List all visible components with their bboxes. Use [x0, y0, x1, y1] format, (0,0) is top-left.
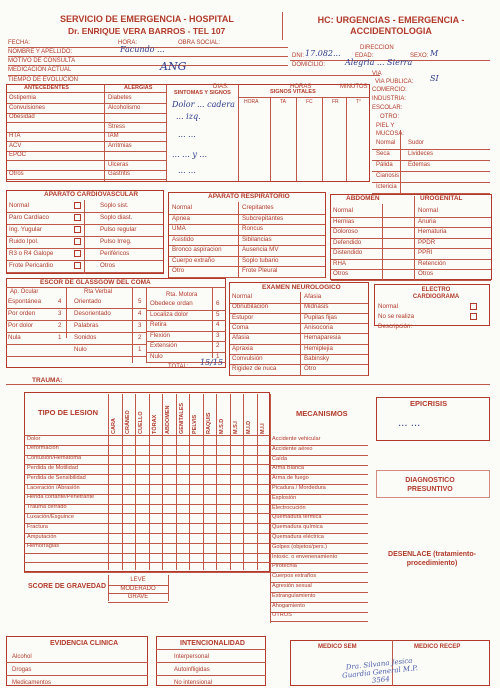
cardio-title: APARATO CARDIOVASCULAR	[44, 191, 139, 198]
piel-item: Sudor	[408, 140, 425, 146]
region-header: CARA	[111, 418, 117, 434]
cardio-item: Otros	[100, 262, 116, 269]
piel-item: Livideces	[408, 151, 434, 157]
rule-line	[372, 171, 490, 172]
glasgow-verbal-item: Desorientado	[74, 310, 111, 317]
sv-col-fr: FR	[332, 99, 339, 105]
lesion-item: Fractura	[27, 523, 48, 530]
glasgow-verbal-score: 4	[138, 310, 142, 317]
lesion-item: Contusión/Hematoma	[27, 455, 82, 462]
glasgow-motora-score: 4	[216, 321, 220, 328]
alergia-item: Ulceras	[108, 161, 129, 168]
alergia-item: Stress	[108, 123, 126, 130]
epicrisis-value: ... ...	[398, 418, 421, 429]
mecanismo-item: Pirotecnia	[272, 563, 297, 570]
region-header: CUELLO	[138, 411, 144, 434]
glasgow-verbal-score: 1	[138, 346, 142, 353]
neuro-item: Coma	[232, 323, 249, 331]
cardio-item: Normal	[9, 202, 29, 209]
sintomas-text-4: ... ... y ...	[172, 150, 208, 159]
region-header: M.I.I	[259, 423, 266, 434]
antecedente-item: Otros	[9, 171, 24, 177]
glasgow-verbal-item: Palabras	[74, 322, 99, 329]
rule-line	[230, 333, 368, 334]
neuro-item: Pupilas fijas	[304, 313, 338, 321]
abdomen-item: Normal	[333, 207, 353, 214]
cardio-checkbox[interactable]	[74, 214, 81, 221]
mecanismo-item: Quemadura térmica	[272, 514, 322, 521]
rule-line	[24, 572, 270, 573]
rule-line	[7, 122, 166, 123]
glasgow-verbal-item: Sonidos	[74, 334, 97, 341]
glasgow-motora-item: Retira	[150, 321, 167, 328]
glasgow-ocular-score: 3	[58, 310, 62, 317]
piel-item: Edemas	[408, 162, 431, 168]
domicilio-value: Alegria ... Sierra	[345, 58, 413, 67]
glasgow-head-verbal: Rta Verbal	[84, 289, 113, 295]
sintomas-text-5: ... ...	[178, 166, 196, 175]
region-header: PELVIS	[192, 414, 198, 434]
urogenital-item: Hematuria	[418, 228, 447, 235]
glasgow-head-motora: Rta. Motora	[166, 292, 198, 298]
neuro-item: Midriasis	[304, 303, 329, 311]
respiratorio-item: Apnea	[172, 214, 190, 222]
urogenital-item: Anuria	[418, 217, 436, 225]
medico-recep-label: MEDICO RECEP	[414, 644, 461, 650]
alergia-item: IAM	[108, 133, 119, 139]
rule-line	[270, 621, 368, 622]
rule-line	[372, 160, 490, 161]
sintomas-text-3: ... ...	[178, 130, 196, 139]
horas-label: HORAS	[290, 84, 312, 90]
escolar-label: ESCOLAR:	[372, 105, 403, 111]
abdomen-item: RHA	[333, 259, 347, 267]
alergia-item: Arritmias	[108, 142, 132, 149]
sv-col-ta: TA	[280, 99, 287, 105]
rule-line	[372, 149, 490, 150]
mecanismo-item: Ahogamiento	[272, 602, 305, 609]
piel-item: Cianosis	[376, 173, 400, 179]
glasgow-head-ocular: Ap. Ocular	[10, 289, 39, 295]
urogenital-item: Normal	[418, 207, 438, 214]
ecg-title: ELECTRO CARDIOGRAMA	[412, 287, 460, 300]
sexo-value: M	[430, 49, 439, 58]
neuro-item: Afasia	[232, 334, 250, 342]
rule-line	[7, 151, 166, 152]
respiratorio-item: Soplo tubario	[242, 256, 279, 264]
urogenital-title: UROGENITAL	[420, 195, 463, 202]
minutos-label: MINUTOS	[340, 84, 368, 90]
glasgow-motora-item: Nulo	[150, 352, 163, 360]
cardio-item: Soplo diast.	[100, 214, 133, 221]
abdomen-item: Hernias	[333, 217, 355, 225]
region-header: RAQUIS	[205, 412, 212, 434]
respiratorio-item: Subcrepitantes	[242, 214, 284, 222]
lesion-item: Luxación/Esguince	[27, 513, 74, 520]
rule-line	[331, 217, 491, 218]
comercio-label: COMERCIO:	[372, 87, 407, 93]
rule-line	[230, 323, 368, 324]
alergia-item: Diabetes	[108, 95, 132, 101]
rule-line	[7, 179, 166, 180]
rule-line	[6, 320, 146, 321]
glasgow-ocular-score: 1	[58, 334, 62, 341]
rule-line	[331, 269, 491, 270]
motivo-label: MOTIVO DE CONSULTA	[8, 58, 76, 64]
rule-line	[7, 160, 166, 161]
respiratorio-item: Bronco aspiracion	[172, 246, 222, 253]
rule-vline	[212, 288, 213, 358]
antecedente-item: Ostipemia	[9, 95, 37, 101]
sv-col-hora: HORA	[244, 99, 259, 105]
tiempo-label: TIEMPO DE EVOLUCION	[8, 77, 79, 83]
lesion-item: Dolor	[27, 435, 41, 442]
epicrisis-title: EPICRISIS	[410, 399, 448, 408]
glasgow-motora-item: Localiza dolor	[150, 310, 189, 318]
rule-line	[7, 132, 166, 133]
glasgow-ocular-item: Espontánea	[8, 298, 42, 305]
neuro-item: Apraxia	[232, 344, 253, 352]
respiratorio-item: Frote Pleural	[242, 267, 278, 274]
mecanismos-title: MECANISMOS	[296, 409, 348, 418]
evidencia-title: EVIDENCIA CLINICA	[50, 640, 119, 647]
medicacion-label: MEDICACION ACTUAL	[8, 67, 72, 73]
glasgow-motora-score: 2	[216, 342, 220, 349]
region-header: TÓRAX	[151, 414, 158, 434]
respiratorio-item: Roncus	[242, 225, 263, 232]
trauma-label: TRAUMA:	[32, 377, 63, 384]
neuro-item: Rigidez de nuca	[232, 365, 277, 373]
glasgow-motora-score: 5	[216, 310, 220, 318]
alergia-item: Gastritis	[108, 171, 131, 177]
gravedad-level: GRAVE	[127, 594, 149, 600]
cardio-item: Pulso regular	[100, 226, 137, 233]
neuro-item: Anisocoria	[304, 323, 333, 331]
glasgow-ocular-item: Por dolor	[8, 322, 34, 329]
dias-label: DIAS:	[213, 84, 229, 90]
respiratorio-item: Cuerpo extraño	[172, 256, 215, 264]
rule-line	[24, 445, 270, 446]
rule-vline	[270, 435, 271, 623]
intencionalidad-no-intensional: No intensional	[174, 680, 213, 686]
rule-vline	[168, 575, 169, 601]
region-header: M.S.D	[219, 418, 225, 434]
respiratorio-item: Crepitantes	[242, 204, 274, 211]
neuro-item: Normal	[232, 293, 252, 300]
lesion-item: Perdida de Sensibilidad	[27, 474, 86, 481]
rule-line	[24, 553, 270, 554]
rule-line	[108, 602, 168, 603]
intencionalidad-interpersonal: Interpersonal	[174, 654, 210, 660]
neuro-item: Hemaparesia	[304, 334, 341, 342]
antecedente-item: Obesidad	[9, 114, 35, 120]
region-header: GENITALES	[178, 402, 185, 434]
rule-line	[6, 332, 146, 333]
glasgow-motora-item: Extensión	[150, 342, 178, 349]
sv-col-fc: FC	[306, 99, 313, 105]
neuro-item: Convulsión	[232, 354, 263, 362]
glasgow-motora-score: 1	[216, 352, 220, 360]
respiratorio-item: Sibilancias	[242, 235, 272, 243]
hospital-title: SERVICIO DE EMERGENCIA - HOSPITAL	[60, 14, 234, 24]
cardio-item: Paro Cardíaco	[9, 214, 49, 221]
lesion-item: Amputación	[27, 533, 57, 540]
rule-line	[6, 308, 146, 309]
rule-line	[7, 272, 163, 273]
glasgow-verbal-score: 3	[138, 322, 142, 329]
lesion-item: Herida cortante/Penetrante	[27, 494, 95, 501]
sintomas-text-1: Dolor ... cadera	[172, 100, 235, 109]
rule-line	[24, 543, 270, 544]
industria-label: INDUSTRIA:	[372, 96, 407, 102]
lesion-item: Laceración /Abrasión	[27, 484, 80, 491]
evidencia-medicamentos: Medicamentos	[12, 680, 52, 686]
rule-line	[6, 344, 146, 345]
mecanismo-item: Golpes (objetos/pers.)	[272, 543, 328, 550]
rule-line	[331, 280, 491, 281]
otro-label: OTRO:	[380, 114, 399, 120]
cardio-item: Frote Pericardio	[9, 262, 54, 269]
cardio-item: Ruido Ipol.	[9, 238, 39, 245]
respiratorio-item: Ausencia MV	[242, 246, 279, 253]
dni-label: DNI:	[292, 53, 304, 59]
neuro-item: Hemiplejia	[304, 344, 333, 352]
obra-social-label: OBRA SOCIAL:	[178, 40, 221, 46]
ecg-item: No se realiza	[378, 313, 415, 320]
rule-line	[372, 182, 490, 183]
cardio-item: Ing. Yugular	[9, 226, 42, 233]
rule-line	[7, 212, 163, 213]
glasgow-ocular-item: Nula	[8, 334, 21, 341]
lesion-item: Deformación	[27, 445, 59, 452]
ecg-checkbox[interactable]	[470, 303, 477, 310]
mecanismo-item: Caída	[272, 455, 287, 462]
diagnostico-title: DIAGNOSTICO PRESUNTIVO	[405, 477, 455, 493]
glasgow-title: ESCOR DE GLASSGOW DEL COMA	[40, 279, 151, 286]
doctor-stamp: Dra. Silvana Jesica Guardia General M.P. 3564	[341, 656, 419, 685]
piel-label: PIEL Y MUCOSA:	[376, 123, 405, 137]
cardio-checkbox[interactable]	[74, 262, 81, 269]
urogenital-item: Otros	[418, 270, 434, 277]
rule-line	[7, 236, 163, 237]
edad-label: EDAD:	[355, 53, 374, 59]
nombre-value: Facundo ...	[120, 45, 165, 54]
abdomen-item: Otros	[333, 270, 349, 277]
direccion-label: DIRECCION	[360, 45, 394, 51]
via-publica-label: VIA PUBLICA:	[375, 79, 414, 85]
mecanismo-item: Estrangulamiento	[272, 592, 316, 599]
mecanismo-item: Electrocución	[272, 504, 306, 511]
signos-vitales-title: SIGNOS VITALES	[270, 89, 316, 95]
rule-line	[7, 141, 166, 142]
glasgow-ocular-score: 4	[58, 298, 62, 305]
rule-vline	[400, 130, 401, 194]
domicilio-label: DOMICILIO:	[292, 62, 326, 68]
alergias-header: ALERGIAS	[124, 85, 153, 91]
medico-sem-label: MEDICO SEM	[318, 644, 357, 650]
antecedente-item: EPOC	[9, 152, 27, 158]
respiratorio-item: Normal	[172, 204, 192, 211]
lesion-title: TIPO DE LESION	[38, 408, 99, 417]
mecanismo-item: Quemadura eléctrica	[272, 534, 324, 540]
mecanismo-item: Intoxic. o envenenamiento	[272, 553, 338, 560]
glasgow-ocular-item: Por orden	[8, 310, 36, 317]
antecedente-item: HTA	[9, 133, 21, 139]
glasgow-ocular-score: 2	[58, 322, 62, 329]
mecanismo-item: Cuerpos extraños	[272, 573, 317, 580]
rule-vline	[66, 288, 67, 338]
rule-line	[7, 170, 166, 171]
piel-item: Seca	[376, 151, 390, 157]
glasgow-motora-score: 6	[216, 300, 220, 307]
abdomen-item: Doloroso	[333, 228, 358, 235]
rule-line	[24, 533, 270, 534]
neuro-item: Otro	[304, 365, 317, 373]
intencionalidad-autoinfligidas: Autoinfligidas	[174, 667, 210, 673]
mecanismo-item: Picadura / Mordedura	[272, 485, 326, 491]
urogenital-item: PPDR	[418, 238, 436, 246]
cardio-checkbox[interactable]	[74, 202, 81, 209]
via-publica-value: SI	[430, 74, 439, 83]
gravedad-level: MODERADO	[120, 585, 156, 592]
rule-line	[7, 224, 163, 225]
diagnostico-box	[376, 470, 490, 498]
ecg-item: Normal	[378, 303, 398, 310]
mecanismo-item: OTROS	[272, 612, 292, 619]
via-label: VIA	[372, 71, 382, 77]
desenlace-title: DESENLACE (tratamiento-procedimiento)	[388, 551, 476, 567]
mecanismo-item: Accidente aéreo	[272, 445, 313, 452]
rule-line	[24, 435, 270, 436]
region-header: M.S.I	[232, 421, 239, 434]
neuro-item: Babinsky	[304, 354, 330, 362]
respiratorio-item: Otro	[172, 267, 185, 274]
antecedentes-header: ANTECEDENTES	[24, 85, 69, 91]
ecg-item: Descripción:	[378, 323, 413, 330]
lesion-item: Hemorragias	[27, 543, 60, 550]
cardio-item: Periféricos	[100, 250, 130, 257]
glasgow-motora-item: Flexión	[150, 331, 170, 339]
lesion-item: Trauma cerrado	[27, 504, 67, 511]
rule-line	[24, 562, 270, 563]
hospital-subtitle: Dr. ENRIQUE VERA BARROS - TEL 107	[68, 26, 226, 36]
antecedente-item: Convulsiones	[9, 104, 46, 111]
mecanismo-item: Arma de fuego	[272, 475, 309, 482]
sv-col-t: T°	[356, 99, 362, 105]
glasgow-motora-score: 3	[216, 331, 220, 339]
respiratorio-item: UMA	[172, 225, 186, 232]
cardio-item: R3 o R4 Galope	[9, 250, 54, 257]
mecanismo-item: Agresión sexual	[272, 583, 312, 589]
rule-line	[6, 356, 146, 357]
piel-item: Ictericia	[376, 184, 397, 190]
rule-line	[7, 248, 163, 249]
glasgow-total-label: TOTAL:	[168, 364, 189, 370]
form-title: HC: URGENCIAS - EMERGENCIA - ACCIDENTOLOGIA	[317, 15, 465, 36]
hora-label: HORA:	[118, 40, 138, 46]
neuro-item: Afasia	[304, 293, 322, 300]
region-header: CRÁNEO	[124, 410, 131, 434]
intencionalidad-title: INTENCIONALIDAD	[180, 640, 245, 647]
rule-line	[230, 375, 368, 376]
gravedad-level: LEVE	[130, 577, 146, 583]
nombre-label: NOMBRE Y APELLIDO:	[8, 49, 73, 55]
glasgow-verbal-item: Nulo	[74, 346, 87, 353]
abdomen-item: Distendido	[333, 249, 363, 256]
mecanismo-item: Arma Blanca	[272, 465, 305, 472]
region-header: ABDOMEN	[165, 405, 171, 434]
evidencia-drogas: Drogas	[12, 667, 32, 673]
cardio-checkbox[interactable]	[74, 226, 81, 233]
sintomas-text-2: ... izq.	[176, 112, 201, 121]
antecedente-item: ACV	[9, 142, 22, 149]
sexo-label: SEXO:	[410, 53, 429, 59]
glasgow-verbal-item: Orientado	[74, 298, 102, 305]
piel-item: Normal	[376, 140, 396, 146]
cardio-checkbox[interactable]	[74, 250, 81, 257]
glasgow-total-value: 15/15	[200, 358, 224, 367]
mecanismo-item: Accidente vehicular	[272, 436, 321, 442]
respiratorio-title: APARATO RESPIRATORIO	[208, 193, 290, 200]
cardio-checkbox[interactable]	[74, 238, 81, 245]
neuro-title: EXAMEN NEUROLOGICO	[262, 284, 341, 291]
neuro-item: Estupor	[232, 313, 254, 321]
urogenital-item: Retención	[418, 259, 446, 267]
glasgow-verbal-score: 2	[138, 334, 142, 341]
gravedad-label: SCORE DE GRAVEDAD	[28, 583, 107, 590]
piel-item: Pálida	[376, 162, 393, 168]
cardio-item: Pulso Irreg.	[100, 238, 132, 245]
region-header: M.I.D	[246, 420, 252, 434]
alergia-item: Alcoholismo	[108, 104, 141, 111]
abdomen-item: Defendido	[333, 238, 362, 246]
rule-line	[7, 260, 163, 261]
rule-vline	[132, 288, 133, 363]
mecanismo-item: Quemadura química	[272, 524, 323, 531]
mecanismo-item: Explosión	[272, 494, 297, 501]
fecha-label: FECHA:	[8, 40, 31, 46]
urogenital-item: PPRI	[418, 249, 433, 256]
rule-vline	[108, 575, 109, 601]
medicacion-value: ANG	[160, 60, 187, 73]
abdomen-title: ABDOMEN	[346, 195, 380, 202]
cardio-item: Soplo sist.	[100, 202, 129, 209]
glasgow-motora-item: Obedece ordan	[150, 300, 193, 307]
neuro-item: Obnubilación	[232, 303, 269, 311]
respiratorio-item: Asistido	[172, 235, 194, 243]
rule-line	[331, 259, 491, 260]
ecg-checkbox[interactable]	[470, 313, 477, 320]
rule-line	[24, 523, 270, 524]
evidencia-alcohol: Alcohol	[12, 654, 32, 660]
sintomas-header: SINTOMAS Y SIGNOS	[174, 90, 231, 96]
lesion-item: Perdida de Motilidad	[27, 464, 78, 471]
glasgow-verbal-score: 5	[138, 298, 142, 305]
dni-value: 17.082...	[305, 49, 341, 58]
